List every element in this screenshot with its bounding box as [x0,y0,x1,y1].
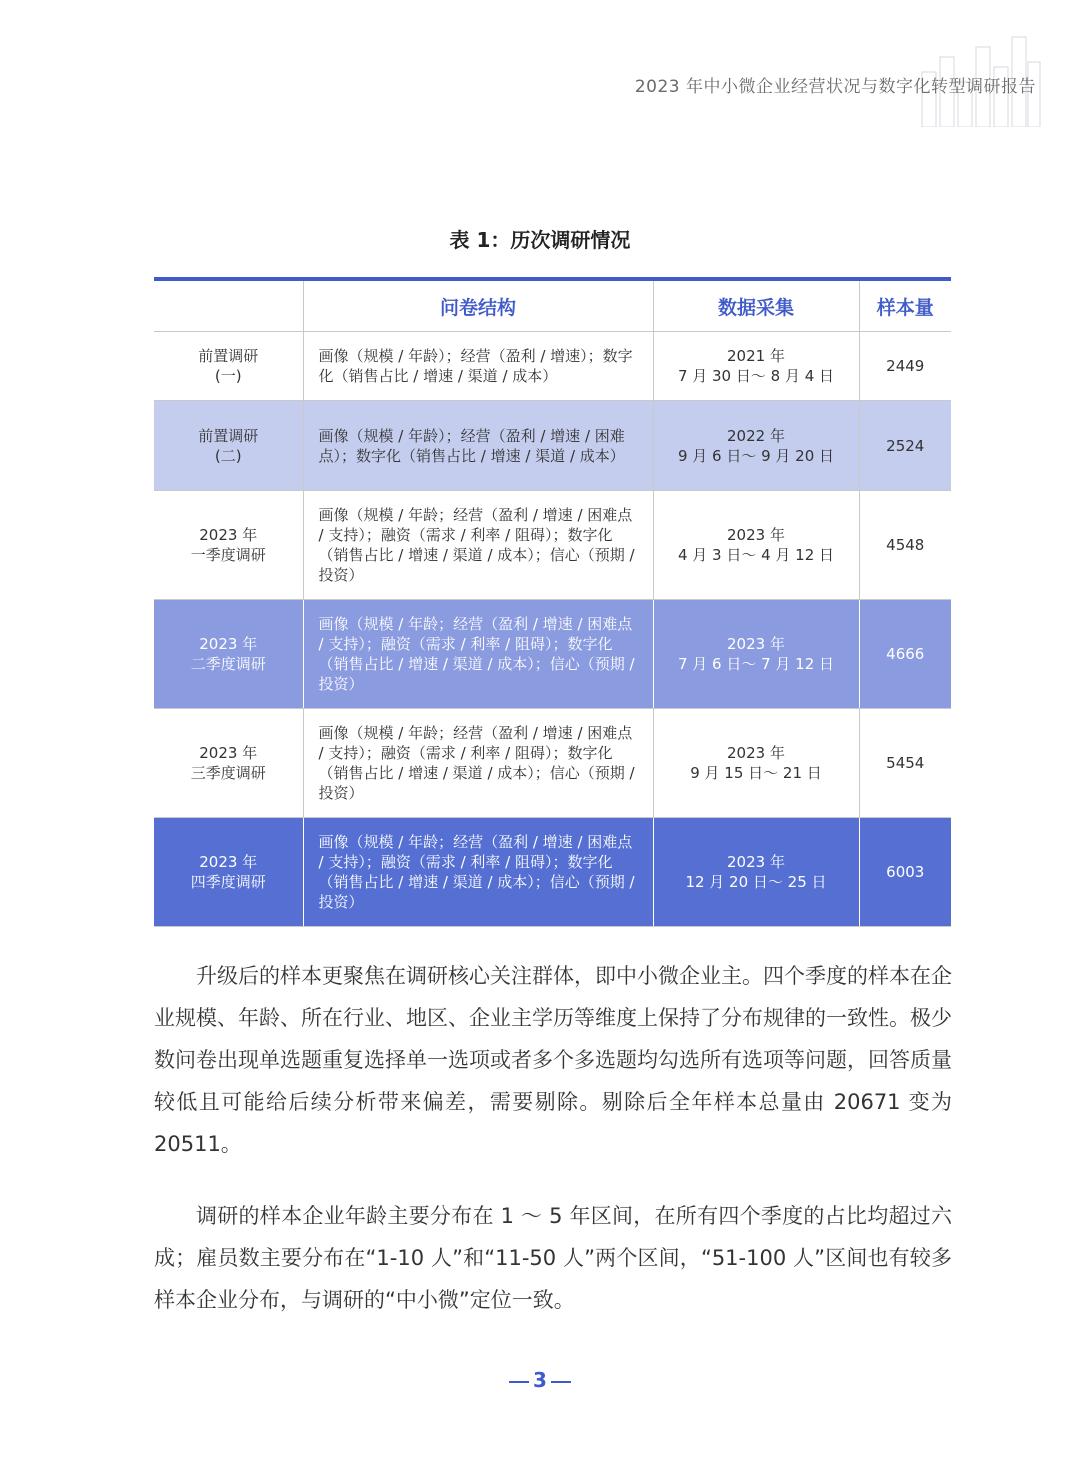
survey-name-cell: 前置调研 (一) [154,332,303,401]
column-header-name [154,279,303,332]
questionnaire-cell: 画像（规模 / 年龄；经营（盈利 / 增速 / 困难点 / 支持）；融资（需求 / 利率 / 阻碍）；数字化（销售占比 / 增速 / 渠道 / 成本）；信心（预期 / 投资） [303,818,653,927]
column-header-data-collection: 数据采集 [653,279,859,332]
table-row [154,401,951,491]
date-cell: 2023 年 7 月 6 日～ 7 月 12 日 [653,600,859,709]
questionnaire-cell: 画像（规模 / 年龄；经营（盈利 / 增速 / 困难点 / 支持）；融资（需求 / 利率 / 阻碍）；数字化（销售占比 / 增速 / 渠道 / 成本）；信心（预期 / 投资） [303,600,653,709]
survey-name-cell: 前置调研 (二) [154,401,303,491]
page-number [0,1368,1080,1392]
column-header-questionnaire: 问卷结构 [303,279,653,332]
survey-name-cell: 2023 年 二季度调研 [154,600,303,709]
page-number-dash-right [551,1381,571,1383]
column-header-sample-size: 样本量 [859,279,951,332]
sample-size-cell: 5454 [859,709,951,818]
table-header-row [154,279,951,332]
survey-name-cell: 2023 年 三季度调研 [154,709,303,818]
report-header-title: 2023 年中小微企业经营状况与数字化转型调研报告 [634,77,1036,97]
table-row [154,600,951,709]
survey-history-table [154,277,951,927]
body-paragraph-2: 调研的样本企业年龄主要分布在 1 ～ 5 年区间，在所有四个季度的占比均超过六成；雇员数主要分布在“1-10 人”和“11-50 人”两个区间，“51-100 人”区间也有较多样本企业分布，与调研的“中小微”定位一致。 [154,1204,952,1312]
page-number-dash-left [509,1381,529,1383]
questionnaire-cell: 画像（规模 / 年龄；经营（盈利 / 增速 / 困难点 / 支持）；融资（需求 / 利率 / 阻碍）；数字化（销售占比 / 增速 / 渠道 / 成本）；信心（预期 / 投资） [303,491,653,600]
table-row [154,491,951,600]
table-row [154,332,951,401]
date-cell: 2023 年 12 月 20 日～ 25 日 [653,818,859,927]
questionnaire-cell: 画像（规模 / 年龄；经营（盈利 / 增速 / 困难点 / 支持）；融资（需求 / 利率 / 阻碍）；数字化（销售占比 / 增速 / 渠道 / 成本）；信心（预期 / 投资） [303,709,653,818]
survey-name-cell: 2023 年 四季度调研 [154,818,303,927]
survey-name-cell: 2023 年 一季度调研 [154,491,303,600]
body-paragraph-1: 升级后的样本更聚焦在调研核心关注群体，即中小微企业主。四个季度的样本在企业规模、年龄、所在行业、地区、企业主学历等维度上保持了分布规律的一致性。极少数问卷出现单选题重复选择单一选项或者多个多选题均勾选所有选项等问题，回答质量较低且可能给后续分析带来偏差，需要剔除。剔除后全年样本总量由 20671 变为 20511。 [154,964,952,1156]
sample-size-cell: 2449 [859,332,951,401]
questionnaire-cell: 画像（规模 / 年龄）；经营（盈利 / 增速）；数字化（销售占比 / 增速 / 渠道 / 成本） [303,332,653,401]
date-cell: 2023 年 9 月 15 日～ 21 日 [653,709,859,818]
date-cell: 2021 年 7 月 30 日～ 8 月 4 日 [653,332,859,401]
sample-size-cell: 2524 [859,401,951,491]
table-row [154,818,951,927]
sample-size-cell: 4666 [859,600,951,709]
date-cell: 2023 年 4 月 3 日～ 4 月 12 日 [653,491,859,600]
date-cell: 2022 年 9 月 6 日～ 9 月 20 日 [653,401,859,491]
questionnaire-cell: 画像（规模 / 年龄）；经营（盈利 / 增速 / 困难点）；数字化（销售占比 / 增速 / 渠道 / 成本） [303,401,653,491]
sample-size-cell: 6003 [859,818,951,927]
table-caption: 表 1：历次调研情况 [449,228,631,252]
sample-size-cell: 4548 [859,491,951,600]
table-row [154,709,951,818]
page-number-value: 3 [533,1368,547,1392]
